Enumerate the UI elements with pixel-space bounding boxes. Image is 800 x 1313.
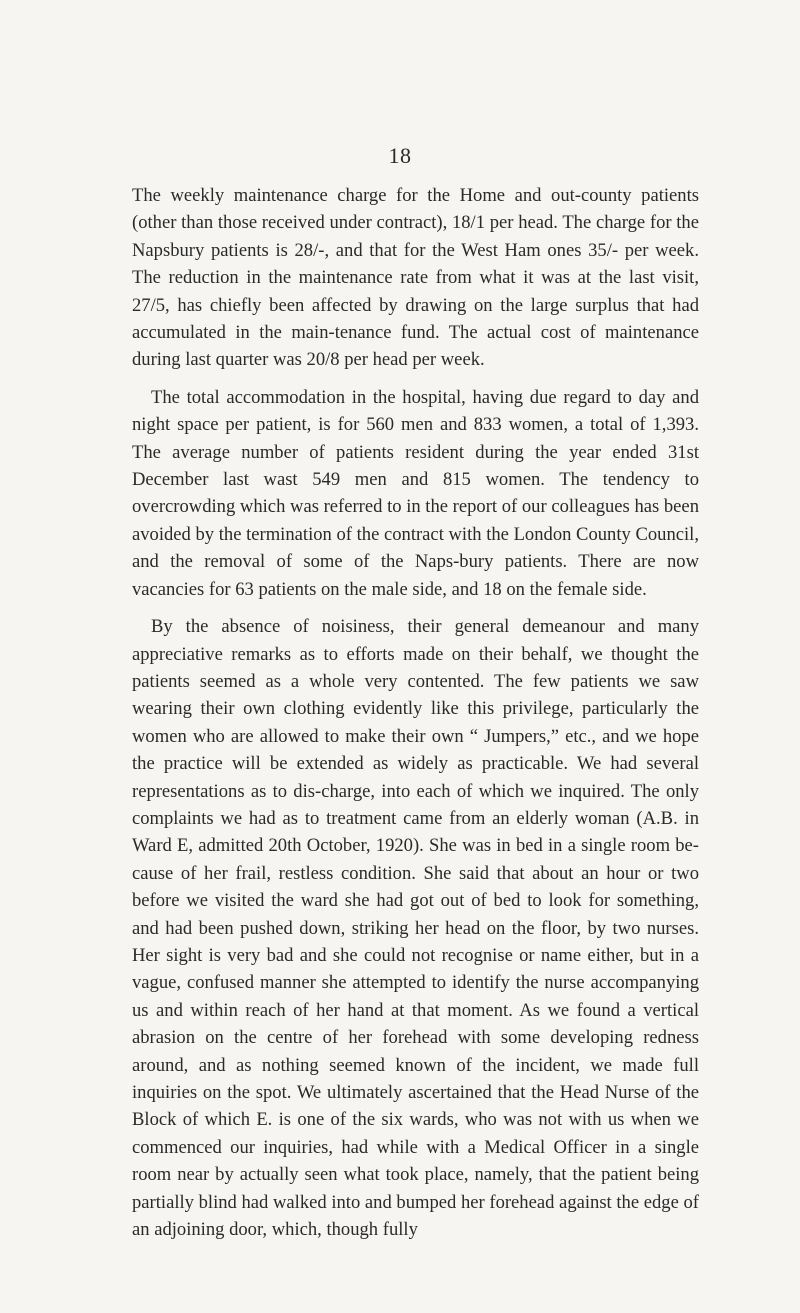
paragraph-maintenance-charge: The weekly maintenance charge for the Home and out-county patients (other than those received under contract), 18/1 per head. The charge for the Napsbury patients is 28/-, and that for the West Ham ones 35/- per week. The reduction in the maintenance rate from what it was at the last visit, 27/5, has chiefly been affected by drawing on the large surplus that had accumulated in the main-tenance fund. The actual cost of maintenance during last quarter was 20/8 per head per week. [132, 185, 699, 371]
page-number: 18 [388, 143, 412, 168]
paragraph-accommodation: The total accommodation in the hospital, having due regard to day and night space per patient, is for 560 men and 833 women, a total of 1,393. The average number of patients resident during the year ended 31st December last wast 549 men and 815 women. The tendency to overcrowding which was referred to in the report of our colleagues has been avoided by the termination of the contract with the London County Council, and the removal of some of the Naps-bury patients. There are now vacancies for 63 patients on the male side, and 18 on the female side. [132, 386, 699, 600]
body-text [132, 182, 699, 1243]
paragraph-patient-demeanour: By the absence of noisiness, their general demeanour and many appreciative remarks as to efforts made on their behalf, we thought the patients seemed as a whole very contented. The few patients we saw wearing their own clothing evidently like this privilege, particularly the women who are allowed to make their own “ Jumpers,” etc., and we hope the practice will be extended as widely as practicable. We had several representations as to dis-charge, into each of which we inquired. The only complaints we had as to treatment came from an elderly woman (A.B. in Ward E, admitted 20th October, 1920). She was in bed in a single room be-cause of her frail, restless condition. She said that about an hour or two before we visited the ward she had got out of bed to look for something, and had been pushed down, striking her head on the floor, by two nurses. Her sight is very bad and she could not recognise or name either, but in a vague, confused manner she attempted to identify the nurse accompanying us and within reach of her hand at that moment. As we found a vertical abrasion on the centre of her forehead with some developing redness around, and as nothing seemed known of the incident, we made full inquiries on the spot. We ultimately ascertained that the Head Nurse of the Block of which E. is one of the six wards, who was not with us when we commenced our inquiries, had while with a Medical Officer in a single room near by actually seen what took place, namely, that the patient being partially blind had walked into and bumped her forehead against the edge of an adjoining door, which, though fully [132, 616, 699, 1241]
